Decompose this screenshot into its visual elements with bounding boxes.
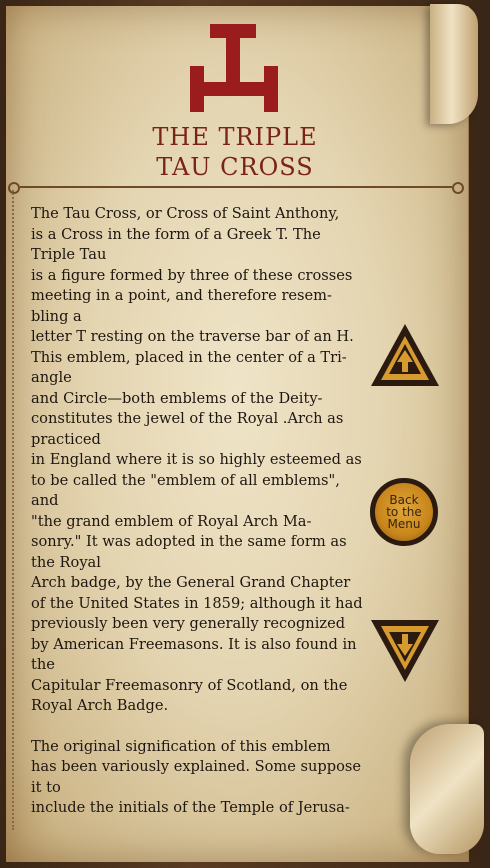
scroll-curl-top <box>430 4 478 124</box>
page-title <box>0 122 470 182</box>
scroll-curl-bottom <box>410 724 484 854</box>
text-line: is a Cross in the form of a Greek T. The <box>31 225 321 243</box>
triple-tau-icon <box>186 24 282 114</box>
back-to-menu-label: Back to the Menu <box>386 493 422 531</box>
text-line: "the grand emblem of Royal Arch Ma- <box>31 512 312 530</box>
title-line-1: THE TRIPLE <box>152 123 318 151</box>
text-line: bling a <box>31 307 82 325</box>
paragraph-2 <box>31 737 361 819</box>
text-line: and Circle—both emblems of the Deity- <box>31 389 323 407</box>
text-line: the <box>31 656 55 673</box>
back-to-menu-button[interactable] <box>370 478 438 546</box>
text-line: constitutes the jewel of the Royal .Arch as <box>31 410 344 427</box>
text-line: the Royal <box>31 553 101 571</box>
scroll-up-button[interactable] <box>369 322 441 388</box>
text-line: The Tau Cross, or Cross of Saint Anthony, <box>31 205 340 222</box>
text-line: Royal Arch Badge. <box>31 697 169 714</box>
text-line: and <box>31 492 59 509</box>
text-line: This emblem, placed in the center of a Tri- <box>31 348 347 366</box>
text-line: it to <box>31 778 61 796</box>
scroll-down-button[interactable] <box>369 618 441 684</box>
text-line: of the United States in 1859; although it had <box>31 594 363 612</box>
title-line-2: TAU CROSS <box>156 153 314 181</box>
margin-dotted-line <box>12 190 15 830</box>
text-line: The original signification of this emblem <box>31 737 331 755</box>
text-line: meeting in a point, and therefore resem- <box>31 287 332 304</box>
text-line: previously been very generally recognized <box>31 615 346 632</box>
text-line: Capitular Freemasonry of Scotland, on the <box>31 676 348 694</box>
text-line: by American Freemasons. It is also found in <box>31 635 357 653</box>
text-line: in England where it is so highly esteemed as <box>31 451 362 468</box>
text-line: practiced <box>31 430 101 448</box>
article-text <box>31 204 363 839</box>
text-line: Arch badge, by the General Grand Chapter <box>31 574 351 591</box>
text-line: include the initials of the Temple of Jerusa- <box>31 799 350 816</box>
text-line: Triple Tau <box>31 246 107 263</box>
title-divider <box>20 186 452 188</box>
text-line: letter T resting on the traverse bar of an H. <box>31 328 354 345</box>
text-line: has been variously explained. Some suppose <box>31 758 361 775</box>
text-line: angle <box>31 369 72 386</box>
text-line: sonry." It was adopted in the same form as <box>31 533 347 550</box>
paragraph-1 <box>31 204 363 717</box>
text-line: to be called the "emblem of all emblems", <box>31 471 340 489</box>
text-line: is a figure formed by three of these crosses <box>31 266 353 284</box>
